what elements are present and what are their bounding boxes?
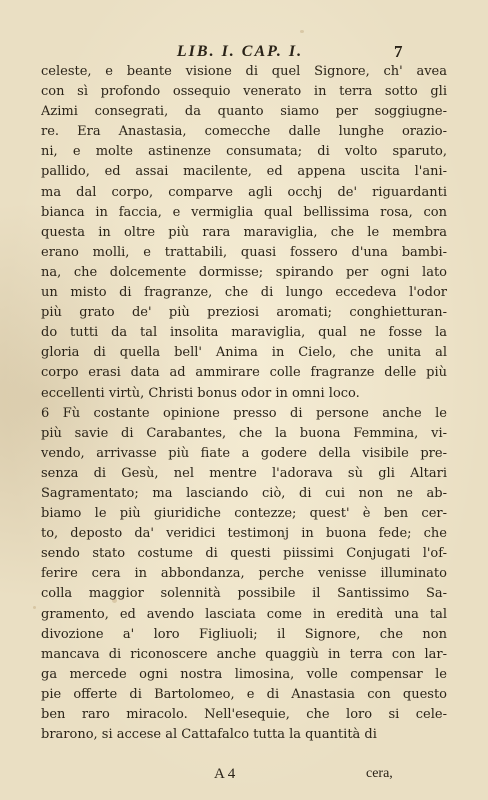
page-footer: [0, 764, 488, 786]
paper-stain: [300, 30, 304, 33]
text-line: eccellenti virtù, Christi bonus odor in omni loco.: [41, 385, 360, 401]
body-text: [41, 62, 447, 745]
text-line: questa in oltre più rara maraviglia, che le membra: [41, 224, 447, 240]
text-line: ferire cera in abbondanza, perche venisse illuminato: [41, 566, 447, 582]
signature-mark: A 4: [214, 766, 236, 782]
text-line: brarono, si accese al Cattafalco tutta la quantità di: [41, 727, 377, 743]
text-line: un misto di fragranze, che di lungo eccedeva l'odor: [41, 285, 447, 301]
text-line: più savie di Carabantes, che la buona Femmina, vi-: [41, 425, 447, 441]
page-number: 7: [394, 42, 403, 61]
text-line: pallido, ed assai macilente, ed appena uscita l'ani-: [41, 164, 447, 180]
text-line: ni, e molte astinenze consumata; di volto sparuto,: [41, 144, 447, 160]
text-line: colla maggior solennità possibile il Santissimo Sa-: [41, 586, 447, 602]
text-line: biamo le più giuridiche contezze; quest' è ben cer-: [41, 506, 447, 522]
text-line: 6 Fù costante opinione presso di persone anche le: [41, 405, 447, 421]
text-line: do tutti da tal insolita maraviglia, qual ne fosse la: [41, 325, 447, 341]
text-line: Azimi consegrati, da quanto siamo per soggiugne-: [41, 104, 447, 120]
catchword: cera,: [366, 766, 393, 781]
text-line: ma dal corpo, comparve agli occhj de' riguardanti: [41, 184, 447, 200]
text-line: divozione a' loro Figliuoli; il Signore, che non: [41, 626, 447, 642]
text-line: ga mercede ogni nostra limosina, volle compensar le: [41, 666, 447, 682]
page-header: [0, 42, 488, 64]
paper-stain: [33, 606, 36, 609]
text-line: erano molli, e trattabili, quasi fossero d'una bambi-: [41, 244, 447, 260]
text-line: bianca in faccia, e vermiglia qual bellissima rosa, con: [41, 204, 447, 220]
text-line: re. Era Anastasia, comecche dalle lunghe orazio-: [41, 124, 447, 140]
text-line: Sagramentato; ma lasciando ciò, di cui non ne ab-: [41, 485, 447, 501]
text-line: con sì profondo ossequio venerato in terra sotto gli: [41, 84, 447, 100]
text-line: sendo stato costume di questi piissimi Conjugati l'of-: [41, 546, 447, 562]
text-line: vendo, arrivasse più fiate a godere della visibile pre-: [41, 445, 447, 461]
text-line: corpo erasi data ad ammirare colle fragranze delle più: [41, 365, 447, 381]
text-line: gramento, ed avendo lasciata come in eredità una tal: [41, 606, 447, 622]
text-line: ben raro miracolo. Nell'esequie, che loro si cele-: [41, 707, 447, 722]
text-line: pie offerte di Bartolomeo, e di Anastasia con questo: [41, 686, 447, 702]
text-line: senza di Gesù, nel mentre l'adorava sù gli Altari: [41, 465, 447, 481]
text-line: gloria di quella bell' Anima in Cielo, che unita al: [41, 345, 447, 361]
text-line: to, deposto da' veridici testimonj in buona fede; che: [41, 526, 447, 542]
text-line: celeste, e beante visione di quel Signore, ch' avea: [41, 64, 447, 79]
text-line: na, che dolcemente dormisse; spirando per ogni lato: [41, 264, 447, 280]
text-line: mancava di riconoscere anche quaggiù in terra con lar-: [41, 646, 447, 662]
text-line: più grato de' più preziosi aromati; conghietturan-: [41, 305, 447, 321]
running-head: LIB. I. CAP. I.: [176, 43, 304, 60]
